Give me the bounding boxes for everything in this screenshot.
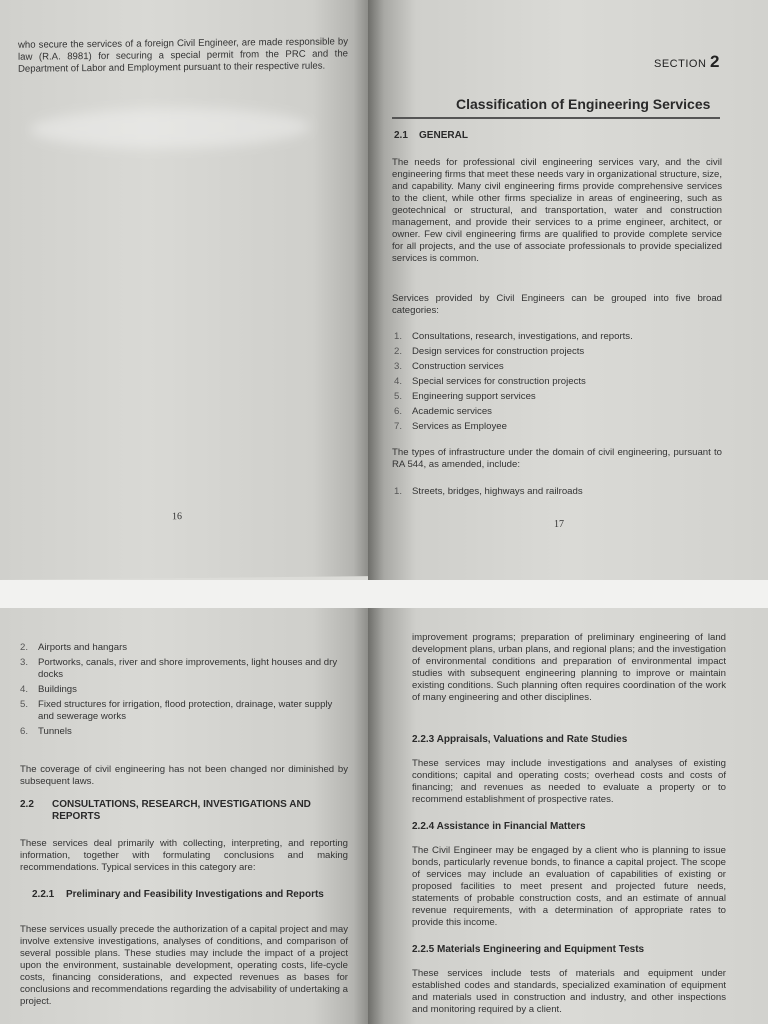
list-item-number: 3. bbox=[20, 657, 29, 668]
list-item: 1. Streets, bridges, highways and railroads bbox=[394, 486, 583, 497]
heading-2-2-title: CONSULTATIONS, RESEARCH, INVESTIGATIONS AND REPORTS bbox=[52, 799, 311, 822]
general-paragraph-2: Services provided by Civil Engineers can be grouped into five broad categories: bbox=[392, 293, 722, 316]
list-item bbox=[394, 374, 714, 389]
list-item bbox=[20, 726, 348, 738]
page-19 bbox=[368, 608, 768, 1024]
page-smudge bbox=[30, 107, 310, 150]
section-number: 2 bbox=[709, 52, 720, 71]
list-item bbox=[394, 344, 714, 359]
spread-gap bbox=[0, 580, 768, 608]
page-number-16: 16 bbox=[172, 511, 182, 523]
list-item-text: Academic services bbox=[412, 406, 492, 417]
infrastructure-list-first bbox=[394, 484, 714, 499]
list-item-number: 4. bbox=[20, 684, 29, 695]
page-title: Classification of Engineering Services bbox=[456, 96, 711, 112]
list-item-text: Services as Employee bbox=[412, 421, 507, 432]
list-item bbox=[20, 684, 348, 696]
list-item bbox=[20, 642, 348, 654]
list-item-number: 6. bbox=[20, 726, 29, 737]
section-2-2-3-paragraph: These services may include investigations and analyses of existing conditions; capital and operating costs; overhead costs and costs of financing; and revenues as needed to evaluate a property or to recommend establishment of prospective rates. bbox=[412, 758, 726, 805]
section-2-2-4-paragraph: The Civil Engineer may be engaged by a client who is planning to issue bonds, particularly revenue bonds, to finance a capital project. The scope of services may include an evaluation of capabilities of existing or proposed facilities to meet present and projected future needs, statements of probable construction costs, and an estimate of annual revenue requirements, with a determination of appropriate rates to provide this income. bbox=[412, 845, 726, 928]
bottom-spread bbox=[0, 608, 768, 1024]
coverage-paragraph: The coverage of civil engineering has not been changed nor diminished by subsequent laws. bbox=[20, 764, 348, 787]
list-item-text: Buildings bbox=[38, 684, 77, 695]
section-2-2-1-paragraph: These services usually precede the authorization of a capital project and may involve extensive investigations, analyses of conditions, and comparison of several possible plans. These studies may include the impact of a project upon the environment, sustainable development, operating costs, life-cycle costs, financing considerations, and expected revenues as bases for conclusions and recommendations regarding the advisability of undertaking a project. bbox=[20, 924, 348, 1007]
section-label bbox=[654, 52, 720, 72]
list-item-text: Portworks, canals, river and shore improvements, light houses and dry docks bbox=[38, 657, 338, 680]
section-2-2-paragraph: These services deal primarily with collecting, interpreting, and reporting information, together with formulating conclusions and making recommendations. Typical services in this category are: bbox=[20, 838, 348, 873]
page-16 bbox=[0, 0, 368, 580]
heading-2-2 bbox=[20, 799, 348, 823]
infrastructure-intro: The types of infrastructure under the domain of civil engineering, pursuant to RA 544, as amended, include: bbox=[392, 447, 722, 470]
heading-text: GENERAL bbox=[419, 130, 468, 141]
general-paragraph-1: The needs for professional civil engineering services vary, and the civil engineering firms that meet these needs vary in organizational structure, size, and capability. Many civil engineering firms provide comprehensive services to the client, while other firms specialize in areas of engineering, such as geotechnical or structural, and transportation, water and construction management, and provide their services to a prime engineer, architect, or owner. Few civil engineering firms are qualified to provide complete service for all projects, and the use of associate professionals to provide specialized services is common. bbox=[392, 157, 722, 264]
list-item-text: Construction services bbox=[412, 361, 504, 372]
list-item-text: Design services for construction projects bbox=[412, 346, 585, 357]
list-item-text: Tunnels bbox=[38, 726, 72, 737]
list-item-number: 3. bbox=[394, 361, 403, 372]
heading-2-2-1-number: 2.2.1 bbox=[32, 889, 55, 900]
list-item bbox=[394, 389, 714, 404]
heading-2-2-1-title: Preliminary and Feasibility Investigations and Reports bbox=[66, 889, 324, 900]
heading-2-2-4: 2.2.4 Assistance in Financial Matters bbox=[412, 821, 586, 832]
heading-2-2-1 bbox=[32, 889, 348, 901]
list-item-number: 4. bbox=[394, 376, 403, 387]
list-item-number: 6. bbox=[394, 406, 403, 417]
list-item bbox=[394, 404, 714, 419]
page-18 bbox=[0, 608, 368, 1024]
title-rule bbox=[392, 117, 720, 119]
page-16-top-text: who secure the services of a foreign Civil Engineer, are made responsible by law (R.A. 8981) for securing a special permit from the PRC and the Department of Labor and Employment pursuant to their respective rules. bbox=[18, 36, 348, 75]
section-2-2-5-paragraph: These services include tests of materials and equipment under established codes and standards, specialized examination of equipment and materials used in construction and industry, and other inspections and monitoring required by a client. bbox=[412, 968, 726, 1015]
section-word: SECTION bbox=[654, 58, 707, 70]
heading-general bbox=[394, 130, 468, 141]
list-item-number: 7. bbox=[394, 421, 403, 432]
heading-2-2-number: 2.2 bbox=[20, 799, 34, 810]
list-item bbox=[20, 699, 348, 723]
list-item bbox=[394, 419, 714, 434]
list-item-text: Fixed structures for irrigation, flood protection, drainage, water supply and sewerage works bbox=[38, 699, 333, 722]
heading-number: 2.1 bbox=[394, 130, 408, 141]
list-item bbox=[394, 359, 714, 374]
page-number-17: 17 bbox=[554, 519, 564, 530]
list-item-text: Special services for construction projects bbox=[412, 376, 586, 387]
category-list bbox=[394, 329, 714, 434]
infrastructure-list bbox=[20, 642, 348, 741]
list-item-text: Consultations, research, investigations, and reports. bbox=[412, 331, 633, 342]
list-item bbox=[20, 657, 348, 681]
page-17 bbox=[368, 0, 768, 580]
list-item-number: 5. bbox=[394, 391, 403, 402]
list-item-number: 2. bbox=[394, 346, 403, 357]
list-item-number: 5. bbox=[20, 699, 29, 710]
page-19-top-paragraph: improvement programs; preparation of preliminary engineering of land development plans, urban plans, and regional plans; and the investigation of environmental conditions and preparation of environmental impact studies with subsequent engineering planning to improve or maintain existing conditions. Such planning often requires coordination of the work of many engineering and other disciplines. bbox=[412, 632, 726, 703]
list-item-number: 1. bbox=[394, 331, 403, 342]
list-item-text: Engineering support services bbox=[412, 391, 536, 402]
list-item-number: 2. bbox=[20, 642, 29, 653]
list-item bbox=[394, 329, 714, 344]
list-item-text: Airports and hangars bbox=[38, 642, 128, 653]
heading-2-2-5: 2.2.5 Materials Engineering and Equipment Tests bbox=[412, 944, 645, 955]
heading-2-2-3: 2.2.3 Appraisals, Valuations and Rate Studies bbox=[412, 734, 628, 745]
